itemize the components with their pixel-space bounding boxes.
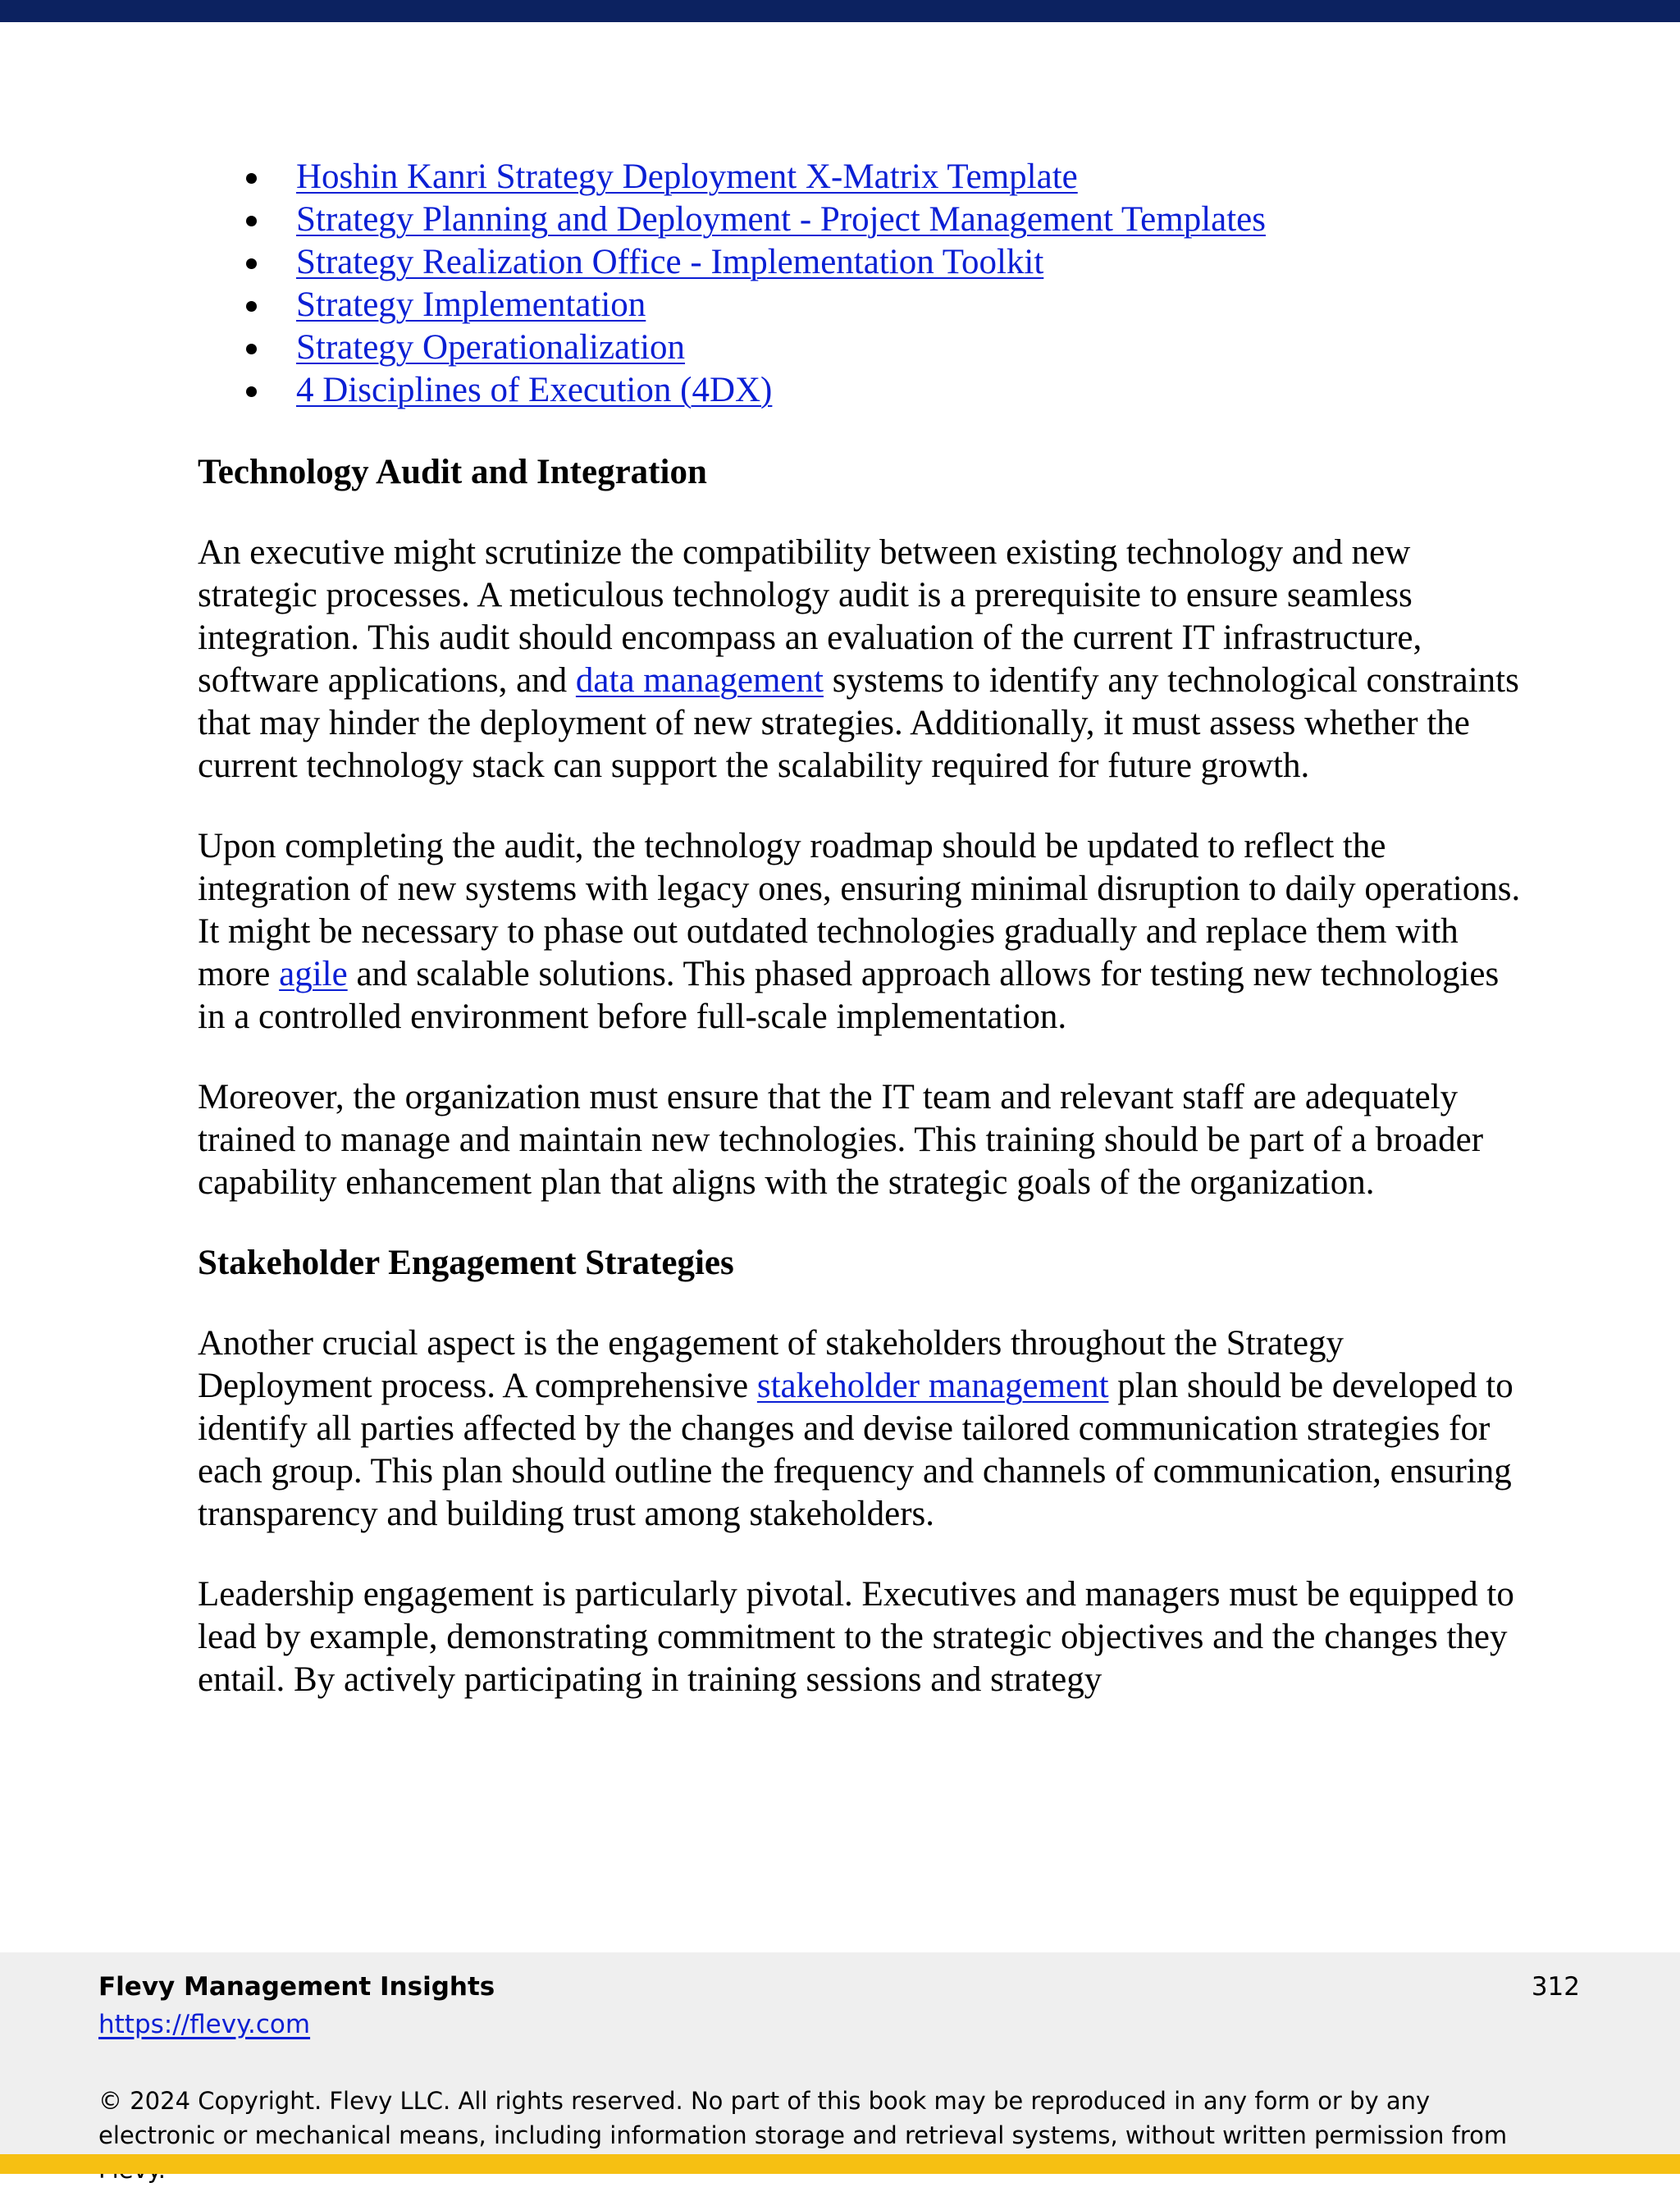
footer-brand: Flevy Management Insights xyxy=(98,1972,495,2002)
paragraph xyxy=(198,825,1527,1039)
paragraph-text: Upon completing the audit, the technology roadmap should be updated to reflect the integration of new systems with legacy ones, ensuring minimal disruption to daily operations. It might be necessary to phase out outdated technologies gradually and replace them with more xyxy=(198,827,1521,993)
list-item xyxy=(296,199,1527,241)
list-item xyxy=(296,369,1527,412)
paragraph-text: Another crucial aspect is the engagement of stakeholders throughout the Strategy Deployment process. A comprehensive xyxy=(198,1324,1344,1405)
link-strategy-planning-deployment[interactable]: Strategy Planning and Deployment - Project Management Templates xyxy=(296,200,1266,239)
link-strategy-implementation[interactable]: Strategy Implementation xyxy=(296,285,646,324)
paragraph xyxy=(198,1322,1527,1536)
bullet-icon xyxy=(246,216,257,226)
bullet-icon xyxy=(246,301,257,312)
footer-url-link[interactable]: https://flevy.com xyxy=(98,2010,311,2039)
list-item xyxy=(296,156,1527,199)
link-strategy-operationalization[interactable]: Strategy Operationalization xyxy=(296,328,686,367)
link-strategy-realization-office[interactable]: Strategy Realization Office - Implementation Toolkit xyxy=(296,243,1044,281)
paragraph: Moreover, the organization must ensure that the IT team and relevant staff are adequately trained to manage and maintain new technologies. This training should be part of a broader capability enhancement plan that aligns with the strategic goals of the organization. xyxy=(198,1078,1484,1202)
page-content xyxy=(198,156,1527,1739)
page-footer xyxy=(0,1952,1680,2154)
bullet-icon xyxy=(246,386,257,397)
bullet-icon xyxy=(246,258,257,269)
paragraph xyxy=(198,532,1527,788)
link-stakeholder-management[interactable]: stakeholder management xyxy=(756,1367,1109,1405)
related-links-list xyxy=(198,156,1527,412)
page-number: 312 xyxy=(1531,1972,1580,2002)
section-heading-technology-audit: Technology Audit and Integration xyxy=(198,453,707,491)
footer-copyright: © 2024 Copyright. Flevy LLC. All rights reserved. No part of this book may be reproduced in any form or by any electronic or mechanical means, including information storage and retrieval systems, without written permission from xyxy=(98,2087,1508,2149)
list-item xyxy=(296,241,1527,284)
link-4dx[interactable]: 4 Disciplines of Execution (4DX) xyxy=(296,371,773,409)
list-item xyxy=(296,284,1527,326)
bottom-accent-bar xyxy=(0,2154,1680,2174)
paragraph-text: and scalable solutions. This phased approach allows for testing new technologies in a controlled environment before full-scale implementation. xyxy=(198,955,1500,1036)
bullet-icon xyxy=(246,173,257,184)
paragraph-text: systems to identify any technological constraints that may hinder the deployment of new strategies. Additionally, it must assess whether the current technology stack can support the scalability required for future growth. xyxy=(198,661,1519,785)
paragraph: Leadership engagement is particularly pivotal. Executives and managers must be equipped to lead by example, demonstrating commitment to the strategic objectives and the changes they entail. By actively participating in training sessions and strategy xyxy=(198,1575,1514,1699)
list-item xyxy=(296,326,1527,369)
link-hoshin-kanri-template[interactable]: Hoshin Kanri Strategy Deployment X-Matrix Template xyxy=(296,158,1078,196)
link-data-management[interactable]: data management xyxy=(575,661,824,700)
bullet-icon xyxy=(246,344,257,354)
section-heading-stakeholder-engagement: Stakeholder Engagement Strategies xyxy=(198,1244,734,1282)
top-accent-bar xyxy=(0,0,1680,22)
paragraph-text: An executive might scrutinize the compatibility between existing technology and new strategic processes. A meticulous technology audit is a prerequisite to ensure seamless integration. This audit should encompass an evaluation of the current IT infrastructure, software applications, and xyxy=(198,533,1422,700)
link-agile[interactable]: agile xyxy=(279,955,348,993)
paragraph-text: plan should be developed to identify all parties affected by the changes and devise tailored communication strategies for each group. This plan should outline the frequency and channels of communication, ensuring transparency and building trust among stakeholders. xyxy=(198,1367,1513,1533)
